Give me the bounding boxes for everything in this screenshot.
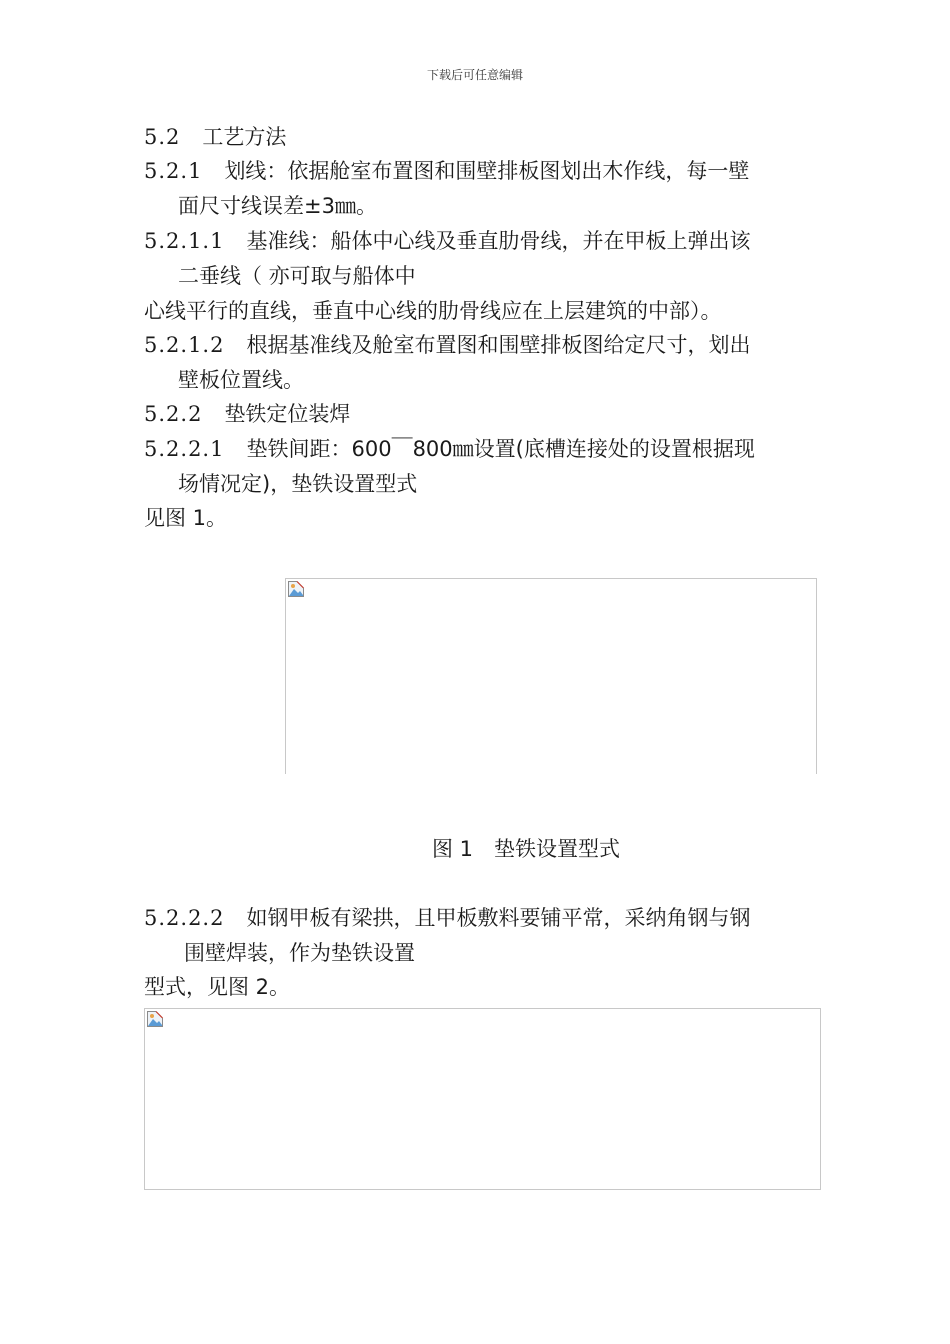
- paragraph-text: 面尺寸线误差±3㎜。: [178, 194, 377, 218]
- section-title: 工艺方法: [202, 125, 287, 149]
- figure-1-image: [285, 578, 817, 774]
- section-number: 5.2.1: [144, 159, 203, 183]
- paragraph-text: 划线：依据舱室布置图和围壁排板图划出木作线，每一壁: [224, 159, 750, 183]
- paragraph-text: 见图 1。: [144, 506, 228, 530]
- page-header: 下载后可任意编辑: [426, 68, 523, 82]
- paragraph-text: 壁板位置线。: [178, 368, 304, 392]
- paragraph-line: [144, 503, 227, 533]
- section-number: 5.2.2.1: [144, 437, 225, 461]
- section-heading: [144, 122, 286, 152]
- paragraph-line: [144, 156, 749, 186]
- figure-2-image: [144, 1008, 821, 1190]
- paragraph-line: [178, 191, 377, 221]
- paragraph-text: 场情况定)，垫铁设置型式: [178, 472, 418, 496]
- broken-image-icon: [147, 1011, 163, 1027]
- paragraph-text: 垫铁间距：600￣800㎜设置(底槽连接处的设置根据现: [246, 437, 755, 461]
- paragraph-line: [144, 972, 290, 1002]
- section-number: 5.2: [144, 125, 181, 149]
- section-heading: [144, 399, 350, 429]
- paragraph-line: [144, 903, 750, 933]
- paragraph-line: [178, 365, 304, 395]
- paragraph-text: 基准线：船体中心线及垂直肋骨线，并在甲板上弹出该: [246, 229, 751, 253]
- paragraph-line: [184, 938, 415, 968]
- paragraph-text: 根据基准线及舱室布置图和围壁排板图给定尺寸，划出: [246, 333, 751, 357]
- section-number: 5.2.1.2: [144, 333, 225, 357]
- paragraph-line: [178, 261, 416, 291]
- section-number: 5.2.2.2: [144, 906, 225, 930]
- section-number: 5.2.1.1: [144, 229, 225, 253]
- broken-image-icon: [288, 581, 304, 597]
- figure-1-caption: 图 1 垫铁设置型式: [432, 837, 621, 861]
- paragraph-line: [178, 469, 417, 499]
- paragraph-text: 围壁焊装，作为垫铁设置: [184, 941, 415, 965]
- paragraph-text: 如钢甲板有梁拱，且甲板敷料要铺平常，采纳角钢与钢: [246, 906, 751, 930]
- paragraph-text: 心线平行的直线，垂直中心线的肋骨线应在上层建筑的中部）。: [144, 299, 722, 323]
- paragraph-line: [144, 296, 722, 326]
- paragraph-text: 二垂线（ 亦可取与船体中: [178, 264, 416, 288]
- paragraph-text: 型式，见图 2。: [144, 975, 291, 999]
- paragraph-line: [144, 226, 750, 256]
- section-number: 5.2.2: [144, 402, 203, 426]
- section-title: 垫铁定位装焊: [224, 402, 351, 426]
- paragraph-line: [144, 330, 750, 360]
- paragraph-line: [144, 434, 755, 464]
